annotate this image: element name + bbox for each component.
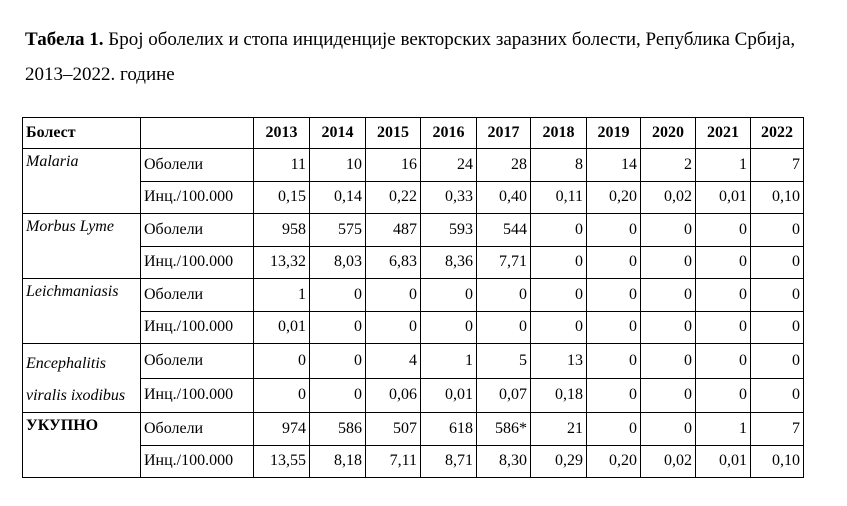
disease-name: УКУПНО xyxy=(23,413,141,478)
table-cell: 0 xyxy=(587,378,641,413)
table-cell: 0,01 xyxy=(696,445,751,478)
table-cell: 0,02 xyxy=(641,181,696,214)
table-cell: 0 xyxy=(751,246,804,279)
table-cell: 0,14 xyxy=(310,181,366,214)
table-cell: 0,40 xyxy=(477,181,531,214)
table-cell: 13 xyxy=(531,344,587,379)
header-measure xyxy=(141,118,254,149)
header-row xyxy=(23,118,804,149)
table-cell: 7 xyxy=(751,413,804,446)
table-cell: 0 xyxy=(696,311,751,344)
table-cell: 0 xyxy=(641,378,696,413)
header-year: 2018 xyxy=(531,118,587,149)
table-cell: 0,01 xyxy=(421,378,477,413)
header-year: 2014 xyxy=(310,118,366,149)
table-cell: 2 xyxy=(641,149,696,182)
table-cell: 8,30 xyxy=(477,445,531,478)
measure-label: Оболели xyxy=(141,413,254,446)
table-cell: 0 xyxy=(641,344,696,379)
table-cell: 575 xyxy=(310,214,366,247)
table-cell: 0 xyxy=(421,279,477,312)
caption-text: Број оболелих и стопа инциденције векторских заразних болести, Република Србија, 2013–2022. године xyxy=(25,29,796,85)
table-cell: 0 xyxy=(587,413,641,446)
table-cell: 0 xyxy=(310,311,366,344)
table-cell: 16 xyxy=(366,149,421,182)
table-cell: 0 xyxy=(531,311,587,344)
table-row xyxy=(23,214,804,247)
table-cell: 0 xyxy=(696,214,751,247)
table-cell: 0 xyxy=(310,279,366,312)
header-year: 2021 xyxy=(696,118,751,149)
table-cell: 586* xyxy=(477,413,531,446)
table-cell: 0 xyxy=(641,413,696,446)
measure-label: Оболели xyxy=(141,149,254,182)
table-cell: 14 xyxy=(587,149,641,182)
table-cell: 0 xyxy=(641,246,696,279)
table-cell: 0,01 xyxy=(254,311,310,344)
table-cell: 1 xyxy=(254,279,310,312)
table-cell: 586 xyxy=(310,413,366,446)
table-cell: 0,11 xyxy=(531,181,587,214)
measure-label: Оболели xyxy=(141,279,254,312)
table-cell: 8,03 xyxy=(310,246,366,279)
table-cell: 0,02 xyxy=(641,445,696,478)
table-cell: 13,55 xyxy=(254,445,310,478)
table-cell: 0 xyxy=(587,279,641,312)
table-cell: 0 xyxy=(751,378,804,413)
table-cell: 1 xyxy=(696,149,751,182)
table-cell: 0 xyxy=(421,311,477,344)
table-cell: 974 xyxy=(254,413,310,446)
caption-label: Табела 1. xyxy=(25,29,104,50)
table-cell: 0,22 xyxy=(366,181,421,214)
table-cell: 0 xyxy=(696,378,751,413)
table-row xyxy=(23,279,804,312)
header-year: 2013 xyxy=(254,118,310,149)
table-cell: 7,11 xyxy=(366,445,421,478)
table-cell: 0 xyxy=(366,311,421,344)
table-cell: 8,36 xyxy=(421,246,477,279)
disease-name xyxy=(23,344,141,413)
vector-diseases-table xyxy=(22,117,804,478)
header-year: 2020 xyxy=(641,118,696,149)
table-cell: 593 xyxy=(421,214,477,247)
table-cell: 0 xyxy=(254,378,310,413)
header-year: 2015 xyxy=(366,118,421,149)
disease-name-line: Encephalitis xyxy=(26,355,106,372)
table-row xyxy=(23,246,804,279)
table-cell: 618 xyxy=(421,413,477,446)
table-cell: 21 xyxy=(531,413,587,446)
table-cell: 0 xyxy=(587,214,641,247)
table-cell: 0 xyxy=(587,311,641,344)
table-cell: 1 xyxy=(421,344,477,379)
measure-label: Инц./100.000 xyxy=(141,181,254,214)
measure-label: Инц./100.000 xyxy=(141,445,254,478)
table-cell: 0,15 xyxy=(254,181,310,214)
table-cell: 0,06 xyxy=(366,378,421,413)
table-cell: 0 xyxy=(641,279,696,312)
table-cell: 0 xyxy=(696,246,751,279)
table-cell: 487 xyxy=(366,214,421,247)
table-cell: 8 xyxy=(531,149,587,182)
table-cell: 1 xyxy=(696,413,751,446)
table-cell: 8,18 xyxy=(310,445,366,478)
table-cell: 0 xyxy=(587,344,641,379)
table-cell: 0 xyxy=(531,279,587,312)
table-cell: 0,10 xyxy=(751,445,804,478)
table-cell: 0,01 xyxy=(696,181,751,214)
header-disease: Болест xyxy=(23,118,141,149)
table-cell: 4 xyxy=(366,344,421,379)
table-cell: 0 xyxy=(310,378,366,413)
table-cell: 0 xyxy=(751,279,804,312)
table-cell: 0,29 xyxy=(531,445,587,478)
disease-name: Leichmaniasis xyxy=(23,279,141,344)
table-cell: 0 xyxy=(366,279,421,312)
table-cell: 507 xyxy=(366,413,421,446)
table-cell: 0 xyxy=(477,279,531,312)
table-caption xyxy=(25,22,815,92)
table-cell: 0,10 xyxy=(751,181,804,214)
table-cell: 0 xyxy=(641,214,696,247)
table-cell: 0,18 xyxy=(531,378,587,413)
disease-name-line: viralis ixodibus xyxy=(26,387,126,404)
measure-label: Инц./100.000 xyxy=(141,311,254,344)
table-cell: 8,71 xyxy=(421,445,477,478)
table-row xyxy=(23,445,804,478)
table-cell: 0,33 xyxy=(421,181,477,214)
table-cell: 958 xyxy=(254,214,310,247)
table-cell: 0 xyxy=(641,311,696,344)
table-cell: 0 xyxy=(531,214,587,247)
table-cell: 6,83 xyxy=(366,246,421,279)
disease-name: Morbus Lyme xyxy=(23,214,141,279)
table-cell: 5 xyxy=(477,344,531,379)
table-cell: 24 xyxy=(421,149,477,182)
measure-label: Инц./100.000 xyxy=(141,378,254,413)
table-cell: 0 xyxy=(254,344,310,379)
table-row xyxy=(23,311,804,344)
measure-label: Оболели xyxy=(141,344,254,379)
table-row xyxy=(23,413,804,446)
table-cell: 10 xyxy=(310,149,366,182)
table-row xyxy=(23,378,804,413)
table-cell: 0 xyxy=(751,311,804,344)
table-cell: 0 xyxy=(477,311,531,344)
table-cell: 0,20 xyxy=(587,181,641,214)
table-cell: 0 xyxy=(310,344,366,379)
table-row xyxy=(23,344,804,379)
table-cell: 0 xyxy=(751,214,804,247)
table-cell: 13,32 xyxy=(254,246,310,279)
table-cell: 7 xyxy=(751,149,804,182)
table-cell: 11 xyxy=(254,149,310,182)
table-cell: 544 xyxy=(477,214,531,247)
table-cell: 0 xyxy=(751,344,804,379)
header-year: 2017 xyxy=(477,118,531,149)
table-row xyxy=(23,149,804,182)
table-cell: 28 xyxy=(477,149,531,182)
table-cell: 0 xyxy=(696,279,751,312)
disease-name: Malaria xyxy=(23,149,141,214)
measure-label: Оболели xyxy=(141,214,254,247)
table-cell: 0,07 xyxy=(477,378,531,413)
header-year: 2022 xyxy=(751,118,804,149)
table-cell: 7,71 xyxy=(477,246,531,279)
table-cell: 0 xyxy=(587,246,641,279)
table-cell: 0 xyxy=(696,344,751,379)
header-year: 2016 xyxy=(421,118,477,149)
measure-label: Инц./100.000 xyxy=(141,246,254,279)
table-row xyxy=(23,181,804,214)
table-cell: 0 xyxy=(531,246,587,279)
header-year: 2019 xyxy=(587,118,641,149)
table-cell: 0,20 xyxy=(587,445,641,478)
